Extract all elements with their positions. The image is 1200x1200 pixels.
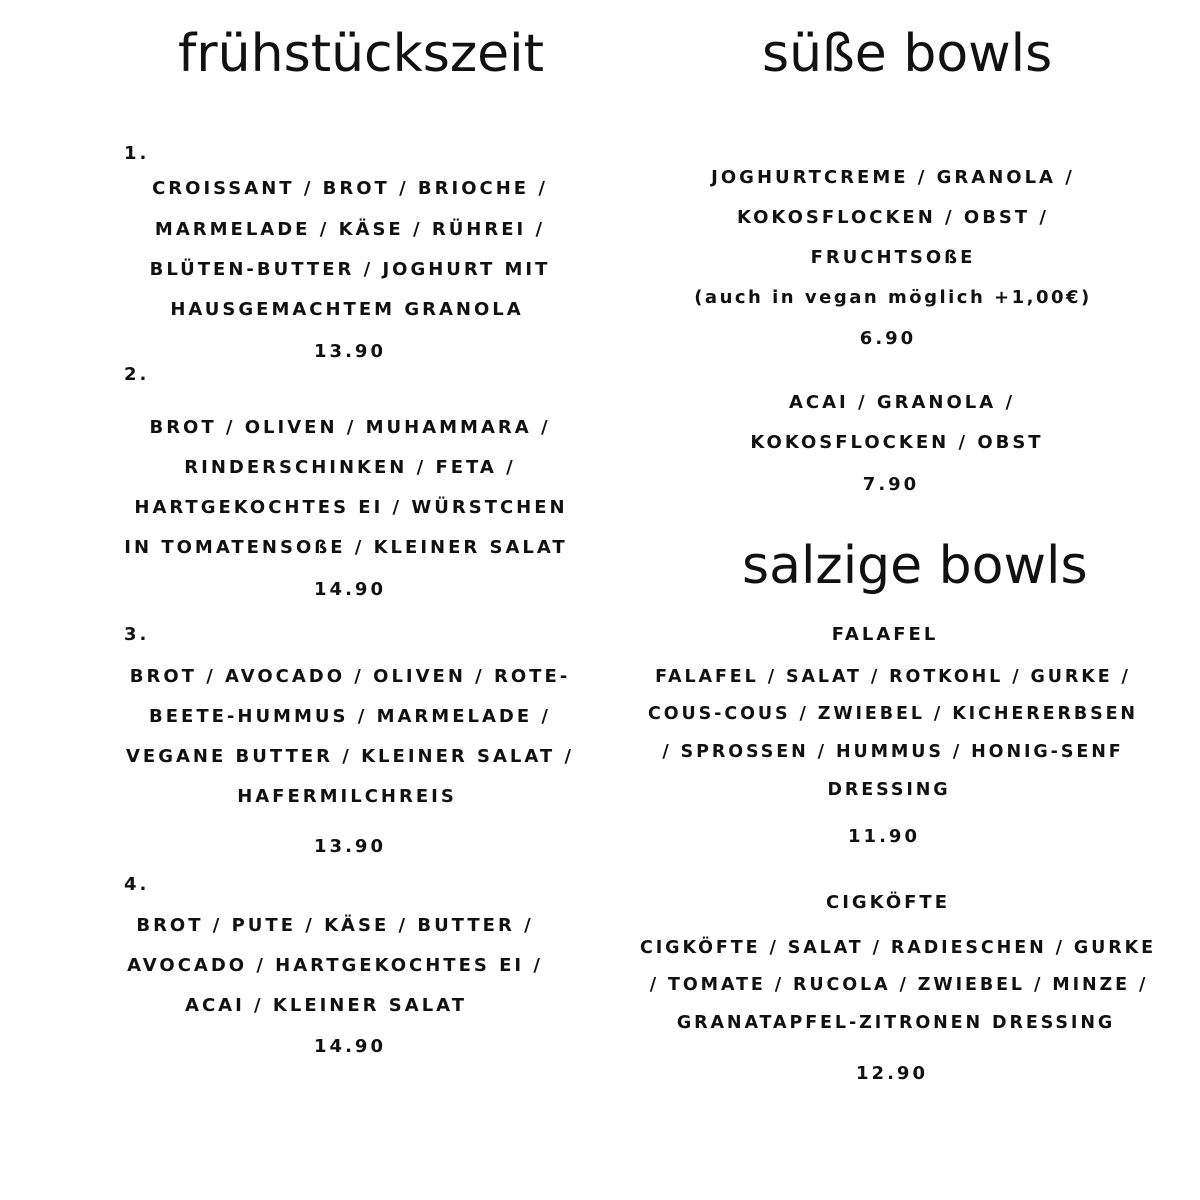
breakfast-item-3-line-3: VEGANE BUTTER / KLEINER SALAT / — [125, 746, 575, 767]
breakfast-heading: frühstückszeit — [178, 24, 544, 84]
breakfast-item-1-line-1: CROISSANT / BROT / BRIOCHE / — [152, 178, 548, 199]
savory-bowl-2-title: CIGKÖFTE — [826, 892, 950, 913]
breakfast-item-3-line-2: BEETE-HUMMUS / MARMELADE / — [149, 706, 551, 727]
sweet-bowl-1-line-3: FRUCHTSOßE — [810, 247, 976, 268]
sweet-bowls-heading: süße bowls — [762, 24, 1053, 84]
sweet-bowl-1-line-2: KOKOSFLOCKEN / OBST / — [736, 207, 1050, 228]
savory-bowl-2-line-2: / TOMATE / RUCOLA / ZWIEBEL / MINZE / — [649, 975, 1149, 995]
savory-bowl-1-title: FALAFEL — [831, 624, 939, 645]
breakfast-item-4-number: 4. — [124, 874, 150, 895]
sweet-bowl-2-price: 7.90 — [862, 474, 920, 495]
breakfast-item-1-number: 1. — [124, 143, 150, 164]
breakfast-item-4-line-3: ACAI / KLEINER SALAT — [185, 995, 467, 1016]
breakfast-item-4-line-2: AVOCADO / HARTGEKOCHTES EI / — [127, 955, 543, 976]
breakfast-item-4-line-1: BROT / PUTE / KÄSE / BUTTER / — [136, 915, 534, 936]
sweet-bowl-1-vegan-note: (auch in vegan möglich +1,00€) — [694, 287, 1092, 308]
breakfast-item-1-line-4: HAUSGEMACHTEM GRANOLA — [170, 299, 524, 320]
breakfast-item-3-line-4: HAFERMILCHREIS — [237, 786, 457, 807]
savory-bowl-1-line-4: DRESSING — [827, 780, 951, 800]
breakfast-item-1-line-3: BLÜTEN-BUTTER / JOGHURT MIT — [149, 259, 551, 280]
breakfast-item-1-line-2: MARMELADE / KÄSE / RÜHREI / — [154, 219, 546, 240]
breakfast-item-3-price: 13.90 — [314, 836, 386, 857]
breakfast-item-3-number: 3. — [124, 624, 150, 645]
breakfast-item-2-line-1: BROT / OLIVEN / MUHAMMARA / — [149, 417, 551, 438]
breakfast-item-3-line-1: BROT / AVOCADO / OLIVEN / ROTE- — [129, 666, 571, 687]
savory-bowl-2-line-3: GRANATAPFEL-ZITRONEN DRESSING — [676, 1013, 1116, 1033]
savory-bowl-1-line-1: FALAFEL / SALAT / ROTKOHL / GURKE / — [655, 667, 1131, 687]
breakfast-item-1-price: 13.90 — [314, 341, 386, 362]
savory-bowls-heading: salzige bowls — [742, 536, 1088, 596]
sweet-bowl-1-line-1: JOGHURTCREME / GRANOLA / — [711, 167, 1075, 188]
savory-bowl-2-price: 12.90 — [856, 1063, 928, 1084]
breakfast-item-2-line-2: RINDERSCHINKEN / FETA / — [184, 457, 516, 478]
sweet-bowl-2-line-2: KOKOSFLOCKEN / OBST — [750, 432, 1044, 453]
savory-bowl-1-line-3: / SPROSSEN / HUMMUS / HONIG-SENF — [662, 742, 1124, 762]
breakfast-item-2-number: 2. — [124, 364, 150, 385]
breakfast-item-2-line-3: HARTGEKOCHTES EI / WÜRSTCHEN — [134, 497, 568, 518]
savory-bowl-2-line-1: CIGKÖFTE / SALAT / RADIESCHEN / GURKE — [640, 938, 1156, 958]
breakfast-item-2-price: 14.90 — [314, 579, 386, 600]
savory-bowl-1-price: 11.90 — [848, 826, 920, 847]
sweet-bowl-1-price: 6.90 — [859, 328, 917, 349]
sweet-bowl-2-line-1: ACAI / GRANOLA / — [788, 392, 1016, 413]
savory-bowl-1-line-2: COUS-COUS / ZWIEBEL / KICHERERBSEN — [648, 704, 1138, 724]
breakfast-item-2-line-4: IN TOMATENSOßE / KLEINER SALAT — [124, 537, 568, 558]
breakfast-item-4-price: 14.90 — [314, 1036, 386, 1057]
